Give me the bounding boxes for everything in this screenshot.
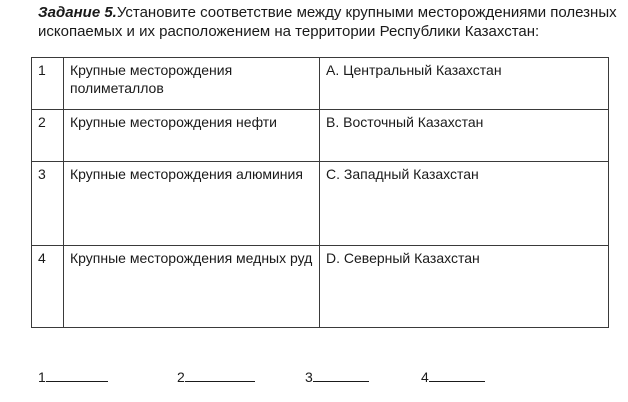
answer-number: 2	[177, 369, 185, 385]
row-number: 4	[32, 246, 64, 328]
answer-line[interactable]	[313, 368, 369, 382]
task-label: Задание 5.	[38, 4, 117, 21]
answer-number: 3	[305, 369, 313, 385]
answer-number: 1	[38, 369, 46, 385]
row-number: 3	[32, 162, 64, 246]
deposit-item: Крупные месторождения алюминия	[64, 162, 320, 246]
answer-blank-1[interactable]	[38, 368, 108, 385]
table-row	[32, 110, 609, 162]
answer-line[interactable]	[185, 368, 255, 382]
region-option: C. Западный Казахстан	[320, 162, 609, 246]
matching-table	[31, 57, 609, 328]
task-heading	[38, 3, 618, 41]
answer-line[interactable]	[429, 368, 485, 382]
row-number: 2	[32, 110, 64, 162]
answer-line[interactable]	[46, 368, 108, 382]
answer-blank-3[interactable]	[305, 368, 369, 385]
table-row	[32, 162, 609, 246]
answer-blank-2[interactable]	[177, 368, 255, 385]
answer-blank-4[interactable]	[421, 368, 485, 385]
task-text: Установите соответствие между крупными месторождениями полезных ископаемых и их расположением на территории Республики Казахстан:	[38, 4, 617, 40]
deposit-item: Крупные месторождения медных руд	[64, 246, 320, 328]
deposit-item: Крупные месторождения нефти	[64, 110, 320, 162]
answer-blanks	[0, 368, 628, 388]
row-number: 1	[32, 58, 64, 110]
table-row	[32, 58, 609, 110]
region-option: D. Северный Казахстан	[320, 246, 609, 328]
region-option: A. Центральный Казахстан	[320, 58, 609, 110]
deposit-item: Крупные месторождения полиметаллов	[64, 58, 320, 110]
region-option: B. Восточный Казахстан	[320, 110, 609, 162]
answer-number: 4	[421, 369, 429, 385]
table-row	[32, 246, 609, 328]
